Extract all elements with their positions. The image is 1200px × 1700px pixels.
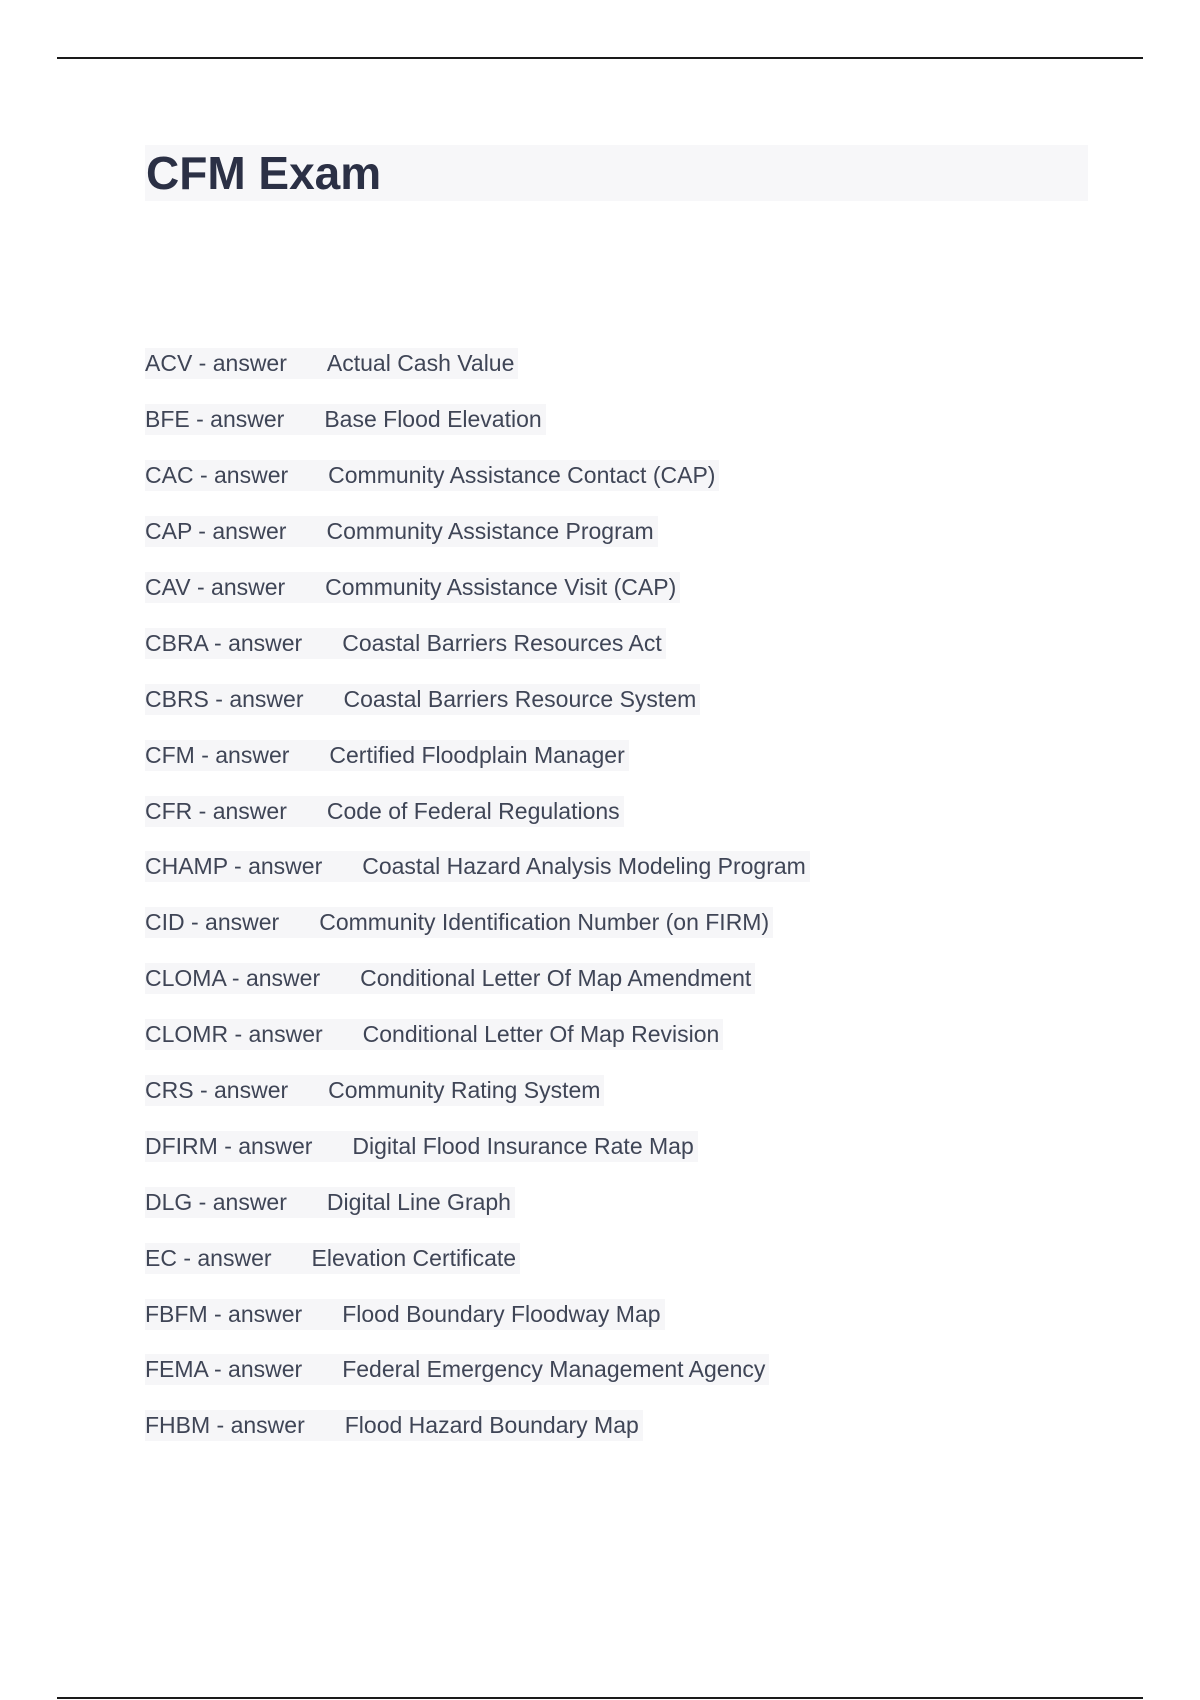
entry-definition: Coastal Barriers Resource System: [343, 685, 697, 712]
list-item: [145, 951, 1105, 1007]
list-item: [145, 1286, 1105, 1342]
list-item: [145, 448, 1105, 504]
entry-term: ACV - answer: [145, 350, 287, 377]
entry-definition: Federal Emergency Management Agency: [342, 1356, 766, 1383]
entry-definition: Digital Line Graph: [326, 1188, 511, 1215]
entry-term: CID - answer: [145, 909, 280, 936]
footer-rule: [57, 1697, 1143, 1699]
list-item: [145, 1063, 1105, 1119]
entry-term: CLOMA - answer: [145, 965, 321, 992]
entry-term: CAP - answer: [145, 518, 287, 545]
list-item: [145, 1118, 1105, 1174]
list-item: [145, 671, 1105, 727]
entry-term: CFM - answer: [145, 741, 290, 768]
list-item: [145, 504, 1105, 560]
list-item: [145, 560, 1105, 616]
entry-term: FHBM - answer: [145, 1412, 305, 1439]
list-item: [145, 895, 1105, 951]
entry-term: CLOMR - answer: [145, 1021, 323, 1048]
entry-definition: Code of Federal Regulations: [326, 797, 620, 824]
entry-definition: Community Identification Number (on FIRM): [319, 909, 770, 936]
page-title: CFM Exam: [146, 147, 382, 199]
entry-definition: Coastal Hazard Analysis Modeling Program: [362, 853, 806, 880]
entry-term: DLG - answer: [145, 1188, 287, 1215]
entry-definition: Community Rating System: [328, 1077, 601, 1104]
entry-term: BFE - answer: [145, 406, 285, 433]
entry-definition: Actual Cash Value: [326, 350, 515, 377]
entry-definition: Coastal Barriers Resources Act: [342, 629, 662, 656]
entry-definition: Flood Boundary Floodway Map: [342, 1300, 661, 1327]
list-item: [145, 1007, 1105, 1063]
flashcard-list: [145, 336, 1105, 1454]
entry-definition: Elevation Certificate: [311, 1244, 517, 1271]
entry-term: CAV - answer: [145, 574, 286, 600]
list-item: [145, 839, 1105, 895]
entry-term: CBRS - answer: [145, 685, 304, 712]
entry-term: EC - answer: [145, 1244, 272, 1271]
list-item: [145, 783, 1105, 839]
entry-definition: Community Assistance Program: [326, 518, 654, 545]
list-item: [145, 336, 1105, 392]
list-item: [145, 1398, 1105, 1454]
entry-term: CFR - answer: [145, 797, 287, 824]
list-item: [145, 1342, 1105, 1398]
list-item: [145, 1174, 1105, 1230]
entry-term: CRS - answer: [145, 1077, 289, 1104]
header-rule: [57, 57, 1143, 59]
entry-term: DFIRM - answer: [145, 1132, 313, 1159]
entry-definition: Community Assistance Visit (CAP): [325, 574, 677, 600]
entry-definition: Conditional Letter Of Map Amendment: [360, 965, 752, 992]
entry-definition: Community Assistance Contact (CAP): [328, 462, 716, 489]
entry-term: CBRA - answer: [145, 629, 303, 656]
entry-definition: Flood Hazard Boundary Map: [344, 1412, 639, 1439]
entry-definition: Digital Flood Insurance Rate Map: [352, 1132, 694, 1159]
entry-definition: Certified Floodplain Manager: [329, 741, 625, 768]
list-item: [145, 615, 1105, 671]
list-item: [145, 727, 1105, 783]
entry-term: CAC - answer: [145, 462, 289, 489]
entry-term: CHAMP - answer: [145, 853, 323, 880]
list-item: [145, 392, 1105, 448]
entry-definition: Conditional Letter Of Map Revision: [362, 1021, 720, 1048]
entry-term: FEMA - answer: [145, 1356, 303, 1383]
entry-definition: Base Flood Elevation: [324, 406, 542, 433]
list-item: [145, 1230, 1105, 1286]
entry-term: FBFM - answer: [145, 1300, 303, 1327]
